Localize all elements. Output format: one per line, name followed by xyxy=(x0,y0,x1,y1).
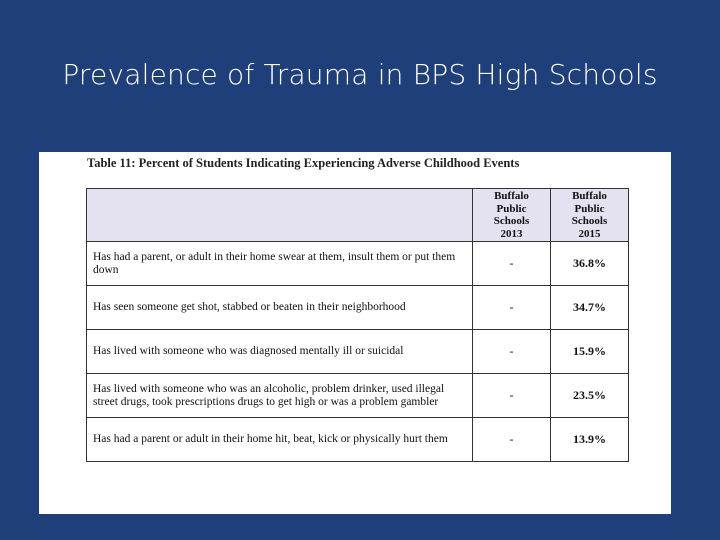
header-2015-line: Schools xyxy=(571,215,608,227)
value-2015: 34.7% xyxy=(551,286,629,330)
value-2015: 23.5% xyxy=(551,374,629,418)
table-row xyxy=(87,286,629,330)
value-2013: - xyxy=(473,418,551,462)
table-caption: Table 11: Percent of Students Indicating Experiencing Adverse Childhood Events xyxy=(87,156,520,170)
ace-table xyxy=(86,188,629,462)
row-label: Has seen someone get shot, stabbed or beaten in their neighborhood xyxy=(87,286,473,330)
header-2013-line: 2013 xyxy=(500,227,523,240)
slide-title: Prevalence of Trauma in BPS High Schools xyxy=(62,58,658,91)
row-label: Has had a parent or adult in their home hit, beat, kick or physically hurt them xyxy=(87,418,473,462)
value-2015: 15.9% xyxy=(551,330,629,374)
header-2015-line: 2015 xyxy=(578,227,601,240)
table-image xyxy=(39,152,671,514)
row-label: Has lived with someone who was diagnosed mentally ill or suicidal xyxy=(87,330,473,374)
value-2013: - xyxy=(473,330,551,374)
header-2013-line: Buffalo xyxy=(494,190,529,202)
table-row xyxy=(87,330,629,374)
table-header-row xyxy=(87,189,629,242)
table-row xyxy=(87,242,629,286)
header-2015 xyxy=(551,189,629,242)
value-2015: 36.8% xyxy=(551,242,629,286)
header-2013 xyxy=(473,189,551,242)
header-2015-line: Buffalo xyxy=(572,190,607,202)
value-2013: - xyxy=(473,242,551,286)
table-row xyxy=(87,374,629,418)
value-2015: 13.9% xyxy=(551,418,629,462)
header-blank xyxy=(87,189,473,242)
header-2013-line: Public xyxy=(496,202,527,215)
value-2013: - xyxy=(473,374,551,418)
row-label: Has lived with someone who was an alcoholic, problem drinker, used illegal street drugs, took prescriptions drugs to get high or was a problem gambler xyxy=(87,374,473,418)
table-row xyxy=(87,418,629,462)
header-2013-line: Schools xyxy=(493,215,530,227)
value-2013: - xyxy=(473,286,551,330)
header-2015-line: Public xyxy=(574,202,605,215)
row-label: Has had a parent, or adult in their home swear at them, insult them or put them down xyxy=(87,242,473,286)
